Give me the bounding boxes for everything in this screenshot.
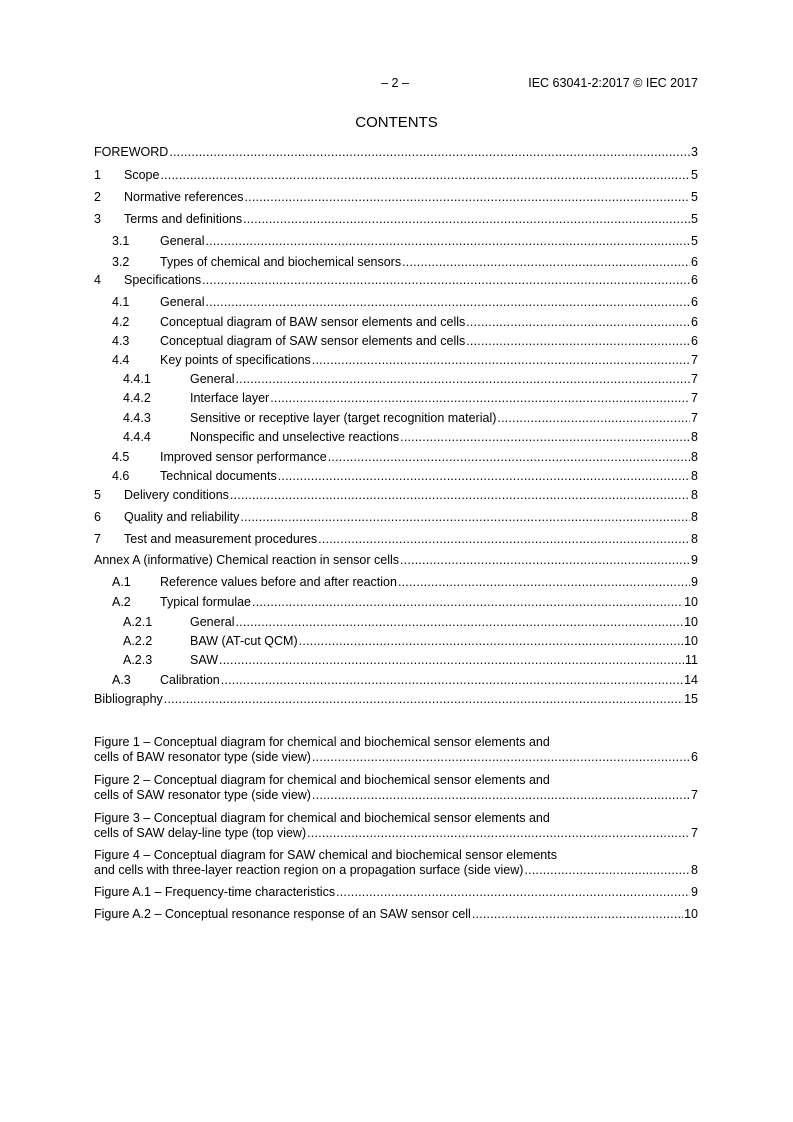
dot-leader bbox=[270, 391, 690, 406]
toc-entry-page: 7 bbox=[691, 411, 698, 425]
toc-entry-page: 6 bbox=[691, 334, 698, 348]
toc-entry-title: Sensitive or receptive layer (target recognition material) bbox=[190, 411, 497, 425]
toc-entry-page: 6 bbox=[691, 273, 698, 287]
toc-entry-page: 10 bbox=[684, 595, 698, 609]
toc-entry[interactable] bbox=[94, 212, 698, 227]
toc-entry[interactable] bbox=[94, 653, 698, 668]
document-id: IEC 63041-2:2017 © IEC 2017 bbox=[528, 76, 698, 90]
toc-entry-page: 5 bbox=[691, 212, 698, 226]
toc-entry-page: 5 bbox=[691, 190, 698, 204]
figure-entry-page: 6 bbox=[691, 750, 698, 764]
toc-entry-title: FOREWORD bbox=[94, 145, 169, 159]
toc-entry-page: 10 bbox=[684, 615, 698, 629]
toc-entry-page: 6 bbox=[691, 255, 698, 269]
toc-entry-title: Conceptual diagram of BAW sensor elements and cells bbox=[160, 315, 466, 329]
dot-leader bbox=[240, 510, 690, 525]
toc-entry-page: 8 bbox=[691, 450, 698, 464]
dot-leader bbox=[235, 372, 690, 387]
toc-entry[interactable] bbox=[94, 353, 698, 368]
toc-entry[interactable] bbox=[94, 450, 698, 465]
dot-leader bbox=[221, 673, 683, 688]
toc-entry-title: Technical documents bbox=[160, 469, 277, 483]
toc-entry[interactable] bbox=[94, 634, 698, 649]
dot-leader bbox=[336, 885, 690, 900]
toc-entry-number: 4.4.4 bbox=[123, 430, 151, 444]
toc-entry-number: 3.1 bbox=[112, 234, 130, 248]
dot-leader bbox=[402, 255, 690, 270]
dot-leader bbox=[230, 488, 690, 503]
toc-entry-title: Specifications bbox=[124, 273, 202, 287]
figure-entry[interactable] bbox=[94, 885, 698, 900]
toc-entry[interactable] bbox=[94, 411, 698, 426]
dot-leader bbox=[398, 575, 690, 590]
dot-leader bbox=[278, 469, 690, 484]
toc-entry[interactable] bbox=[94, 372, 698, 387]
dot-leader bbox=[169, 145, 690, 160]
toc-entry-title: Typical formulae bbox=[160, 595, 252, 609]
toc-entry-page: 8 bbox=[691, 488, 698, 502]
toc-entry[interactable] bbox=[94, 553, 698, 568]
dot-leader bbox=[400, 430, 690, 445]
toc-entry-page: 3 bbox=[691, 145, 698, 159]
toc-entry[interactable] bbox=[94, 295, 698, 310]
toc-entry-page: 8 bbox=[691, 430, 698, 444]
dot-leader bbox=[312, 353, 690, 368]
toc-entry-number: A.2.2 bbox=[123, 634, 153, 648]
toc-entry-number: 7 bbox=[94, 532, 101, 546]
toc-entry[interactable] bbox=[94, 315, 698, 330]
toc-entry-number: 3 bbox=[94, 212, 101, 226]
figure-entry-caption-line1: Figure 2 – Conceptual diagram for chemical and biochemical sensor elements and bbox=[94, 773, 550, 787]
toc-entry-number: A.3 bbox=[112, 673, 131, 687]
toc-entry-title: Quality and reliability bbox=[124, 510, 240, 524]
toc-entry-number: 4.1 bbox=[112, 295, 130, 309]
figure-entry[interactable] bbox=[94, 773, 698, 803]
toc-entry[interactable] bbox=[94, 255, 698, 270]
figure-entry-caption: cells of SAW delay-line type (top view) bbox=[94, 826, 307, 840]
toc-entry-title: Scope bbox=[124, 168, 160, 182]
dot-leader bbox=[164, 692, 683, 707]
dot-leader bbox=[160, 168, 690, 183]
toc-entry-number: 4.4.3 bbox=[123, 411, 151, 425]
toc-entry-page: 8 bbox=[691, 510, 698, 524]
dot-leader bbox=[299, 634, 683, 649]
dot-leader bbox=[328, 450, 690, 465]
toc-entry-page: 9 bbox=[691, 575, 698, 589]
toc-entry[interactable] bbox=[94, 673, 698, 688]
figure-entry[interactable] bbox=[94, 907, 698, 922]
toc-entry-title: Key points of specifications bbox=[160, 353, 311, 367]
figure-entry[interactable] bbox=[94, 735, 698, 765]
toc-entry-page: 5 bbox=[691, 234, 698, 248]
toc-entry-number: 4.4.1 bbox=[123, 372, 151, 386]
toc-entry-page: 7 bbox=[691, 372, 698, 386]
toc-entry-number: 5 bbox=[94, 488, 101, 502]
figure-entry-caption: cells of BAW resonator type (side view) bbox=[94, 750, 311, 764]
figure-entry-line bbox=[94, 863, 698, 878]
dot-leader bbox=[252, 595, 683, 610]
figure-entry-line bbox=[94, 885, 698, 900]
dot-leader bbox=[400, 553, 690, 568]
figure-entry[interactable] bbox=[94, 811, 698, 841]
toc-entry-page: 7 bbox=[691, 353, 698, 367]
toc-entry-title: General bbox=[190, 615, 235, 629]
toc-entry-title: SAW bbox=[190, 653, 219, 667]
toc-entry-number: 4.4.2 bbox=[123, 391, 151, 405]
toc-entry[interactable] bbox=[94, 334, 698, 349]
toc-entry[interactable] bbox=[94, 692, 698, 707]
dot-leader bbox=[497, 411, 690, 426]
dot-leader bbox=[318, 532, 690, 547]
toc-entry-number: 4.5 bbox=[112, 450, 130, 464]
toc-entry-title: Test and measurement procedures bbox=[124, 532, 318, 546]
toc-entry-page: 6 bbox=[691, 315, 698, 329]
toc-entry-page: 15 bbox=[684, 692, 698, 706]
toc-entry[interactable] bbox=[94, 273, 698, 288]
toc-entry-title: Conceptual diagram of SAW sensor elements and cells bbox=[160, 334, 466, 348]
figure-entry-line bbox=[94, 826, 698, 841]
toc-entry[interactable] bbox=[94, 510, 698, 525]
figure-entry-line bbox=[94, 750, 698, 765]
dot-leader bbox=[307, 826, 690, 841]
figure-entry-caption: and cells with three-layer reaction region on a propagation surface (side view) bbox=[94, 863, 524, 877]
toc-entry-number: 6 bbox=[94, 510, 101, 524]
dot-leader bbox=[235, 615, 683, 630]
toc-entry-page: 9 bbox=[691, 553, 698, 567]
toc-entry-number: A.1 bbox=[112, 575, 131, 589]
figure-entry[interactable] bbox=[94, 848, 698, 878]
toc-entry[interactable] bbox=[94, 234, 698, 249]
dot-leader bbox=[245, 190, 691, 205]
toc-entry-number: A.2 bbox=[112, 595, 131, 609]
figure-entry-line bbox=[94, 788, 698, 803]
toc-entry-page: 6 bbox=[691, 295, 698, 309]
toc-entry-page: 5 bbox=[691, 168, 698, 182]
toc-entry-title: Improved sensor performance bbox=[160, 450, 327, 464]
toc-entry-page: 10 bbox=[684, 634, 698, 648]
toc-entry-title: Nonspecific and unselective reactions bbox=[190, 430, 400, 444]
figure-entry-page: 8 bbox=[691, 863, 698, 877]
toc-entry-page: 14 bbox=[684, 673, 698, 687]
figure-entry-caption: Figure A.1 – Frequency-time characteristics bbox=[94, 885, 336, 899]
dot-leader bbox=[243, 212, 690, 227]
dot-leader bbox=[205, 234, 690, 249]
toc-entry-number: 4.2 bbox=[112, 315, 130, 329]
figure-entry-line bbox=[94, 907, 698, 922]
figure-entry-caption-line1: Figure 4 – Conceptual diagram for SAW chemical and biochemical sensor elements bbox=[94, 848, 557, 862]
toc-entry-title: Bibliography bbox=[94, 692, 163, 706]
toc-entry-page: 8 bbox=[691, 532, 698, 546]
toc-entry-title: General bbox=[160, 234, 205, 248]
toc-entry-page: 11 bbox=[685, 653, 698, 667]
toc-entry-number: 3.2 bbox=[112, 255, 130, 269]
toc-entry[interactable] bbox=[94, 430, 698, 445]
toc-entry-title: Annex A (informative) Chemical reaction in sensor cells bbox=[94, 553, 399, 567]
toc-entry[interactable] bbox=[94, 469, 698, 484]
toc-entry-page: 8 bbox=[691, 469, 698, 483]
dot-leader bbox=[466, 315, 690, 330]
dot-leader bbox=[202, 273, 690, 288]
dot-leader bbox=[312, 750, 690, 765]
dot-leader bbox=[219, 653, 684, 668]
toc-entry-number: A.2.1 bbox=[123, 615, 153, 629]
toc-entry-number: A.2.3 bbox=[123, 653, 153, 667]
toc-entry[interactable] bbox=[94, 145, 698, 160]
toc-entry-page: 7 bbox=[691, 391, 698, 405]
toc-entry-number: 4.3 bbox=[112, 334, 130, 348]
figure-entry-caption: Figure A.2 – Conceptual resonance response of an SAW sensor cell bbox=[94, 907, 471, 921]
figure-entry-page: 7 bbox=[691, 826, 698, 840]
toc-entry[interactable] bbox=[94, 190, 698, 205]
toc-entry-title: Normative references bbox=[124, 190, 244, 204]
toc-entry-number: 4 bbox=[94, 273, 101, 287]
dot-leader bbox=[205, 295, 690, 310]
contents-title: CONTENTS bbox=[355, 114, 438, 131]
toc-entry-number: 4.6 bbox=[112, 469, 130, 483]
toc-entry[interactable] bbox=[94, 168, 698, 183]
dot-leader bbox=[472, 907, 683, 922]
toc-entry[interactable] bbox=[94, 532, 698, 547]
toc-entry-title: BAW (AT-cut QCM) bbox=[190, 634, 298, 648]
toc-entry-title: Terms and definitions bbox=[124, 212, 243, 226]
toc-entry-number: 2 bbox=[94, 190, 101, 204]
toc-entry-title: Interface layer bbox=[190, 391, 270, 405]
toc-entry-number: 1 bbox=[94, 168, 101, 182]
figure-entry-page: 10 bbox=[684, 907, 698, 921]
figure-entry-page: 9 bbox=[691, 885, 698, 899]
figure-entry-caption: cells of SAW resonator type (side view) bbox=[94, 788, 311, 802]
toc-entry-title: General bbox=[160, 295, 205, 309]
toc-entry[interactable] bbox=[94, 575, 698, 590]
figure-entry-caption-line1: Figure 1 – Conceptual diagram for chemical and biochemical sensor elements and bbox=[94, 735, 550, 749]
toc-entry[interactable] bbox=[94, 391, 698, 406]
toc-entry[interactable] bbox=[94, 488, 698, 503]
figure-entry-caption-line1: Figure 3 – Conceptual diagram for chemical and biochemical sensor elements and bbox=[94, 811, 550, 825]
toc-entry-number: 4.4 bbox=[112, 353, 130, 367]
toc-entry[interactable] bbox=[94, 595, 698, 610]
toc-entry-title: Types of chemical and biochemical sensors bbox=[160, 255, 402, 269]
page-number: – 2 – bbox=[381, 76, 409, 90]
dot-leader bbox=[312, 788, 690, 803]
figure-entry-page: 7 bbox=[691, 788, 698, 802]
toc-entry-title: General bbox=[190, 372, 235, 386]
dot-leader bbox=[524, 863, 690, 878]
toc-entry-title: Delivery conditions bbox=[124, 488, 229, 502]
toc-entry-title: Calibration bbox=[160, 673, 220, 687]
toc-entry[interactable] bbox=[94, 615, 698, 630]
dot-leader bbox=[466, 334, 690, 349]
toc-entry-title: Reference values before and after reaction bbox=[160, 575, 397, 589]
